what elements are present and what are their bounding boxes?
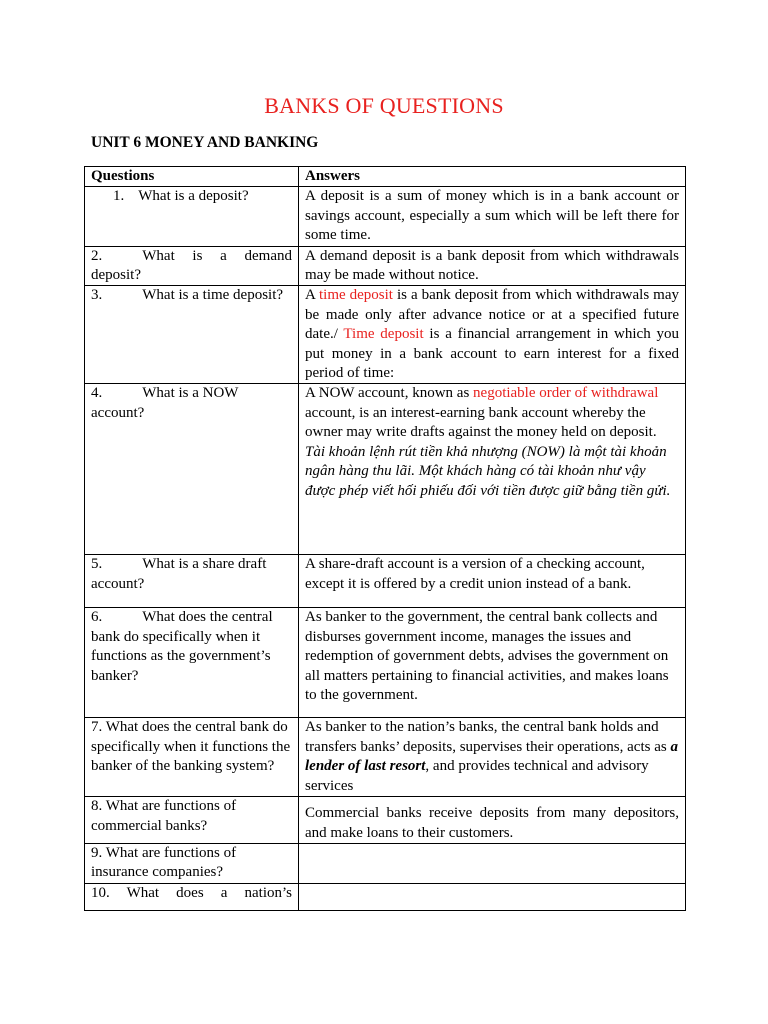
- answer-text: , and provides technical and advisory services: [305, 758, 649, 794]
- question-text: What is a NOW account?: [91, 385, 239, 421]
- question-number: 5.: [91, 556, 103, 573]
- question-cell: [85, 246, 299, 286]
- answer-text: Commercial banks receive deposits from many depositors, and make loans to their customers.: [305, 805, 679, 841]
- question-text: What does the central bank do specifically when it functions as the government’s banker?: [91, 609, 273, 684]
- question-number: 8.: [91, 798, 103, 815]
- table-row: [85, 187, 686, 246]
- table-row: [85, 246, 686, 286]
- term-highlight: Time deposit: [343, 326, 424, 343]
- answer-cell: [299, 797, 686, 844]
- question-cell: [85, 286, 299, 384]
- questions-header: Questions: [85, 167, 299, 187]
- answer-text: A: [305, 287, 319, 304]
- question-text: What are functions of commercial banks?: [91, 798, 237, 834]
- table-row: [85, 843, 686, 883]
- question-number: 3.: [91, 287, 103, 304]
- table-row: [85, 555, 686, 608]
- question-text: What is a time deposit?: [142, 287, 284, 304]
- answer-cell: A deposit is a sum of money which is in a bank account or savings account, especially a sum which will be left there for some time.: [299, 187, 686, 246]
- unit-heading: UNIT 6 MONEY AND BANKING: [91, 134, 319, 151]
- questions-table: [84, 166, 686, 911]
- question-text: What is a deposit?: [138, 188, 249, 205]
- answer-cell: [299, 883, 686, 910]
- answer-cell: [299, 843, 686, 883]
- vietnamese-translation: Tài khoản lệnh rút tiền khả nhượng (NOW) là một tài khoản ngân hàng thu lãi. Một khách hàng có tài khoản như vậy được phép viết hối phiếu đối với tiền được giữ bằng tiền gửi.: [305, 443, 671, 499]
- answer-cell: [299, 718, 686, 797]
- answer-cell: [299, 286, 686, 384]
- question-text: What does the central bank do specifically when it functions the banker of the banking system?: [91, 719, 291, 775]
- table-row: [85, 286, 686, 384]
- question-number: 6.: [91, 609, 103, 626]
- question-cell: [85, 187, 299, 246]
- answer-cell: A demand deposit is a bank deposit from which withdrawals may be made without notice.: [299, 246, 686, 286]
- answer-text: is a financial arrangement in which you put money in a bank account to earn interest for a fixed period of time:: [305, 326, 679, 382]
- answer-text: account, is an interest-earning bank account whereby the owner may write drafts against the money held on deposit.: [305, 404, 657, 441]
- question-text: What is a demand deposit?: [91, 247, 292, 284]
- answer-cell: [299, 384, 686, 555]
- question-cell: [85, 843, 299, 883]
- question-cell: [85, 608, 299, 718]
- table-header-row: [85, 167, 686, 187]
- answer-text: As banker to the nation’s banks, the central bank holds and transfers banks’ deposits, supervises their operations, acts as: [305, 719, 671, 755]
- term-highlight: time deposit: [319, 287, 393, 304]
- question-number: 2.: [91, 247, 103, 264]
- answer-text: A NOW account, known as: [305, 385, 474, 402]
- question-number: 7.: [91, 719, 103, 736]
- question-cell: [85, 555, 299, 608]
- table-row: [85, 718, 686, 797]
- question-text: What are functions of insurance companies?: [91, 844, 237, 881]
- question-cell: [85, 718, 299, 797]
- answer-text: is a bank deposit from which withdrawals may be made only after advance notice or at a specified future date./: [305, 287, 679, 343]
- table-row: [85, 608, 686, 718]
- question-number: 4.: [91, 385, 103, 402]
- question-text: What does a nation’s: [126, 884, 292, 901]
- table-row: [85, 883, 686, 910]
- answer-cell: A share-draft account is a version of a checking account, except it is offered by a credit union instead of a bank.: [299, 555, 686, 608]
- emphasis-term: a lender of last resort: [305, 738, 678, 775]
- table-row: [85, 797, 686, 844]
- question-number: 1.: [113, 188, 125, 205]
- term-highlight: negotiable order of withdrawal: [473, 385, 659, 402]
- answer-cell: As banker to the government, the central bank collects and disburses government income, manages the issues and redemption of government debts, advises the government on all matters pertaining to financial activities, and makes loans to the government.: [299, 608, 686, 718]
- question-text: What is a share draft account?: [91, 556, 267, 592]
- page-title: BANKS OF QUESTIONS: [264, 93, 504, 118]
- table-row: [85, 384, 686, 555]
- answers-header: Answers: [299, 167, 686, 187]
- question-cell: [85, 384, 299, 555]
- question-cell: [85, 797, 299, 844]
- question-number: 9.: [91, 844, 103, 861]
- question-number: 10.: [91, 884, 110, 901]
- question-cell: [85, 883, 299, 910]
